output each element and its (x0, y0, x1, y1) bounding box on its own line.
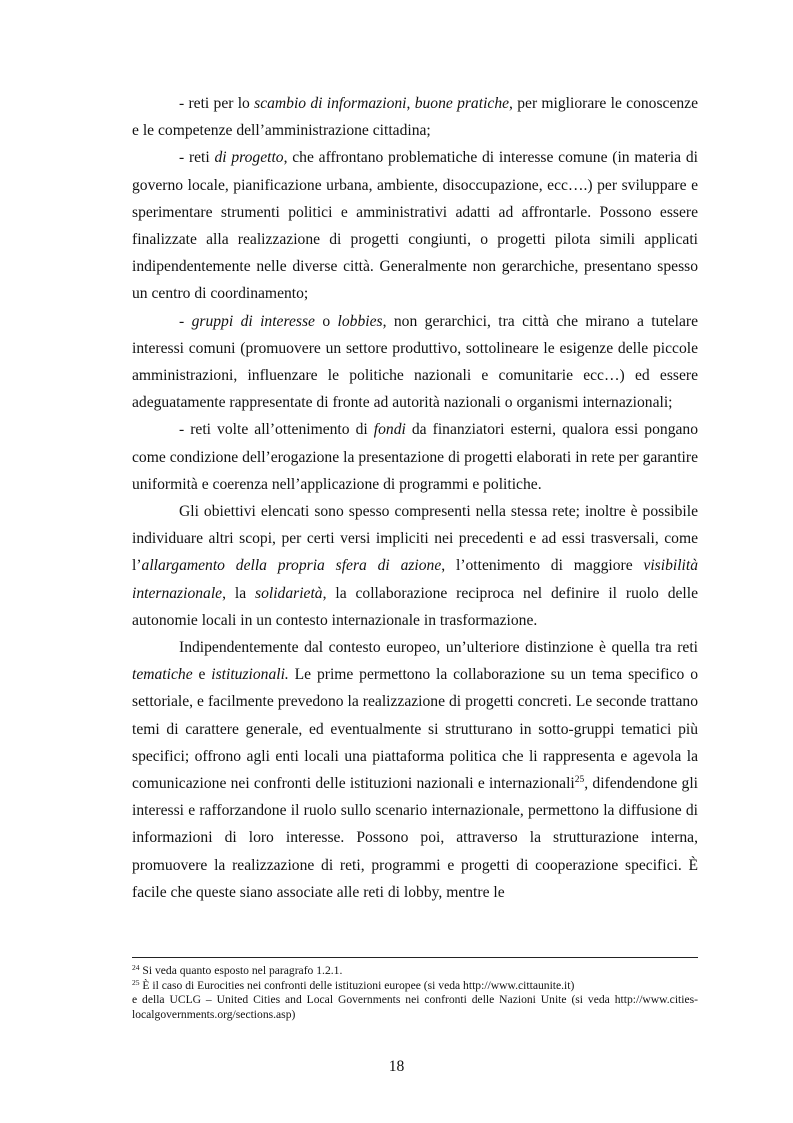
footnote-number: 25 (132, 977, 140, 987)
page-number: 18 (388, 1058, 405, 1075)
footnote-25-continued: e della UCLG – United Cities and Local Governments nei confronti delle Nazioni Unite (si veda http://www.cities-localgovernments.org/sections.asp) (132, 993, 698, 1021)
footnote-24: $^{24}$ Si veda quanto esposto nel paragrafo 1.2.1. (132, 963, 343, 977)
paragraph-fondi: - reti volte all’ottenimento di fondi da finanziatori esterni, qualora essi pongano come condizione dell’erogazione la presentazione di progetti elaborati in rete per garantire uniformità e coerenza nell’applicazione di programmi e politiche. (132, 421, 699, 493)
paragraph-obiettivi: Gli obiettivi elencati sono spesso compresenti nella stessa rete; inoltre è possibile individuare altri scopi, per certi versi impliciti nei precedenti e ad essi trasversali, come l’allargamento della propria sfera di azione, l’ottenimento di maggiore visibilità internazionale, la solidarietà, la collaborazione reciproca nel definire il ruolo delle autonomie locali in un contesto internazionale in trasformazione. (132, 503, 698, 629)
paragraph-gruppi-di-interesse: - gruppi di interesse o lobbies, non gerarchici, tra città che mirano a tutelare interessi comuni (promuovere un settore produttivo, sottolineare le esigenze delle piccole amministrazioni, influenzare le politiche nazionali e comunitarie ecc…) ed essere adeguatamente rappresentate di fronte ad autorità nazionali o organismi internazionali; (132, 312, 699, 412)
body-text (132, 90, 698, 906)
footnote-number: 24 (132, 963, 140, 972)
footnote-separator (132, 957, 698, 958)
paragraph-reti-tematiche-istituzionali: Indipendentemente dal contesto europeo, un’ulteriore distinzione è quella tra reti tematiche e istituzionali. Le prime permettono la collaborazione su un tema specifico o settoriale, e facilmente prevedono la realizzazione di progetti concreti. Le seconde trattano temi di carattere generale, ed eventualmente si strutturano in sotto-gruppi tematici più specifici; offrono agli enti locali una piattaforma politica che li rappresenta e agevola la comunicazione nei confronti delle istituzioni nazionali e internazionali$^{25}$, difendendone gli interessi e rafforzandone il ruolo sullo scenario internazionale, permettono la diffusione di informazioni di loro interesse. Possono poi, attraverso la strutturazione interna, promuovere la realizzazione di reti, programmi e progetti di cooperazione specifici. È facile che queste siano associate alle reti di lobby, mentre le (132, 639, 699, 901)
footnote-reference: 25 (574, 775, 585, 786)
paragraph-scambio-informazioni: - reti per lo scambio di informazioni, buone pratiche, per migliorare le conoscenze e le competenze dell’amministrazione cittadina; (132, 95, 699, 140)
footnotes (132, 964, 698, 1022)
paragraph-reti-di-progetto: - reti di progetto, che affrontano problematiche di interesse comune (in materia di governo locale, pianificazione urbana, ambiente, disoccupazione, ecc….) per sviluppare e sperimentare strumenti politici e amministrativi adatti ad affrontarle. Possono essere finalizzate alla realizzazione di progetti congiunti, o progetti pilota simili applicati indipendentemente nelle diverse città. Generalmente non gerarchiche, presentano spesso un centro di coordinamento; (132, 149, 698, 303)
footnote-25: $^{25}$ È il caso di Eurocities nei confronti delle istituzioni europee (si veda http://www.cittaunite.it) (132, 977, 575, 992)
